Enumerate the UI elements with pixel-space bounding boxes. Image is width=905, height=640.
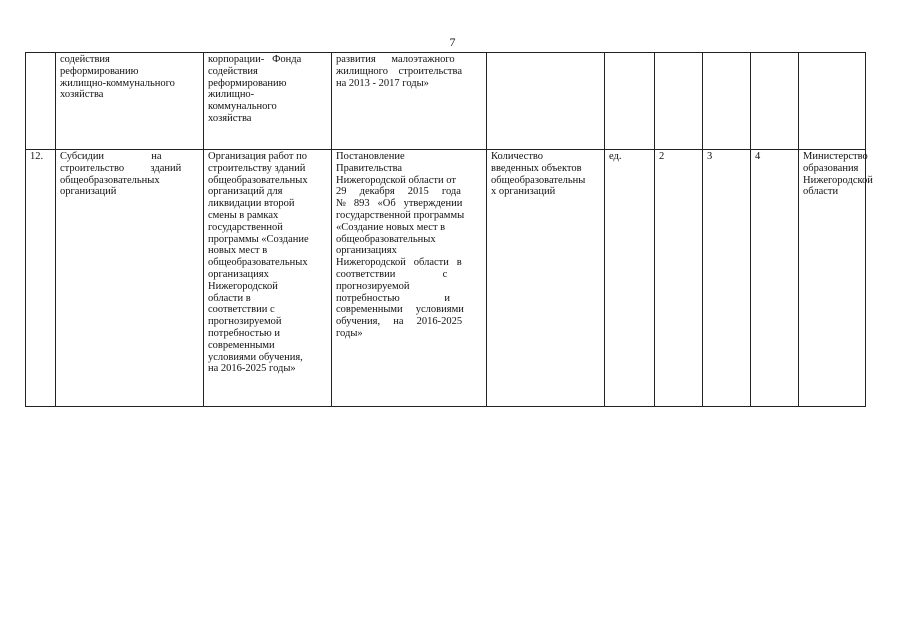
text-line: общеобразовательных [336,233,436,245]
text-line: Организация работ по [208,151,307,162]
text-line: соответствии с [208,304,275,316]
page-number: 7 [449,35,456,49]
text-line: содействия [208,65,258,77]
cell-unit [605,53,655,150]
text-line: Правительства [336,162,403,174]
text-line: общеобразовательных [208,174,308,186]
text-line: прогнозируемой [208,316,282,328]
cell-legal-basis [332,150,487,407]
text-line: коммунального [208,101,277,113]
text-line: Субсидии на [60,151,162,162]
text-line: Министерство [803,151,868,162]
cell-num-empty [26,53,56,150]
cell-measure-name [56,150,204,407]
text-line: программы «Создание [208,233,309,245]
text-line: хозяйства [208,112,252,124]
text-line: организаций [60,186,117,198]
text-line: потребностью и [208,327,280,339]
text-line: годы» [336,327,363,339]
text-line: Нижегородской [208,280,278,292]
cell-indicator [487,53,605,150]
text-line: соответствии с [336,268,448,280]
text-line: развития малоэтажного [336,54,455,65]
cell-value-1: 2 [655,150,703,407]
text-line: 29 декабря 2015 года [336,186,461,198]
cell-value-2: 3 [703,150,751,407]
text-line: № 893 «Об утверждении [336,198,463,210]
cell-value-3 [751,53,799,150]
text-line: потребностью и [336,292,450,304]
text-line: на 2013 - 2017 годы» [336,77,429,89]
text-line: организациях [336,245,397,257]
cell-row-number: 12. [26,150,56,407]
text-line: корпорации- Фонда [208,54,302,65]
program-table [25,52,873,407]
text-line: современными [208,339,275,351]
text-line: прогнозируемой [336,280,410,292]
text-line: на 2016-2025 годы» [208,363,296,375]
text-line: ликвидации второй [208,198,295,210]
text-line: общеобразовательных [60,174,160,186]
text-line: жилищного строительства [336,65,462,77]
text-line: организаций для [208,186,283,198]
text-line: области [803,186,839,198]
text-line: Постановление [336,151,405,162]
text-line: Количество [491,151,544,162]
text-line: строительство зданий [60,162,182,174]
text-line: современными условиями [336,304,464,316]
cell-value-3: 4 [751,150,799,407]
text-line: хозяйства [60,89,104,101]
cell-activity [204,53,332,150]
text-line: новых мест в [208,245,268,257]
text-line: Нижегородской области в [336,257,462,269]
text-line: образования [803,162,859,174]
text-line: х организаций [491,186,556,198]
cell-responsible [799,53,866,150]
cell-value-2 [703,53,751,150]
text-line: «Создание новых мест в [336,221,446,233]
text-line: реформированию [60,65,139,77]
text-line: содействия [60,54,110,65]
cell-measure-name [56,53,204,150]
text-line: реформированию [208,77,287,89]
text-line: государственной [208,221,283,233]
cell-indicator [487,150,605,407]
text-line: жилищно- [208,89,255,101]
text-line: условиями обучения, [208,351,303,363]
text-line: общеобразовательны [491,174,586,186]
text-line: государственной программы [336,209,465,221]
text-line: введенных объектов [491,162,582,174]
table-row-continued [26,53,866,150]
table-row-12 [26,150,866,407]
text-line: общеобразовательных [208,257,308,269]
cell-activity [204,150,332,407]
text-line: строительству зданий [208,162,306,174]
text-line: Нижегородской области от [336,174,456,186]
text-line: жилищно-коммунального [60,77,175,89]
cell-legal-basis [332,53,487,150]
text-line: обучения, на 2016-2025 [336,316,463,328]
text-line: области в [208,292,251,304]
cell-responsible [799,150,873,407]
cell-value-1 [655,53,703,150]
cell-unit: ед. [605,150,655,407]
text-line: смены в рамках [208,209,279,221]
text-line: организациях [208,268,269,280]
text-line: Нижегородской [803,174,873,186]
